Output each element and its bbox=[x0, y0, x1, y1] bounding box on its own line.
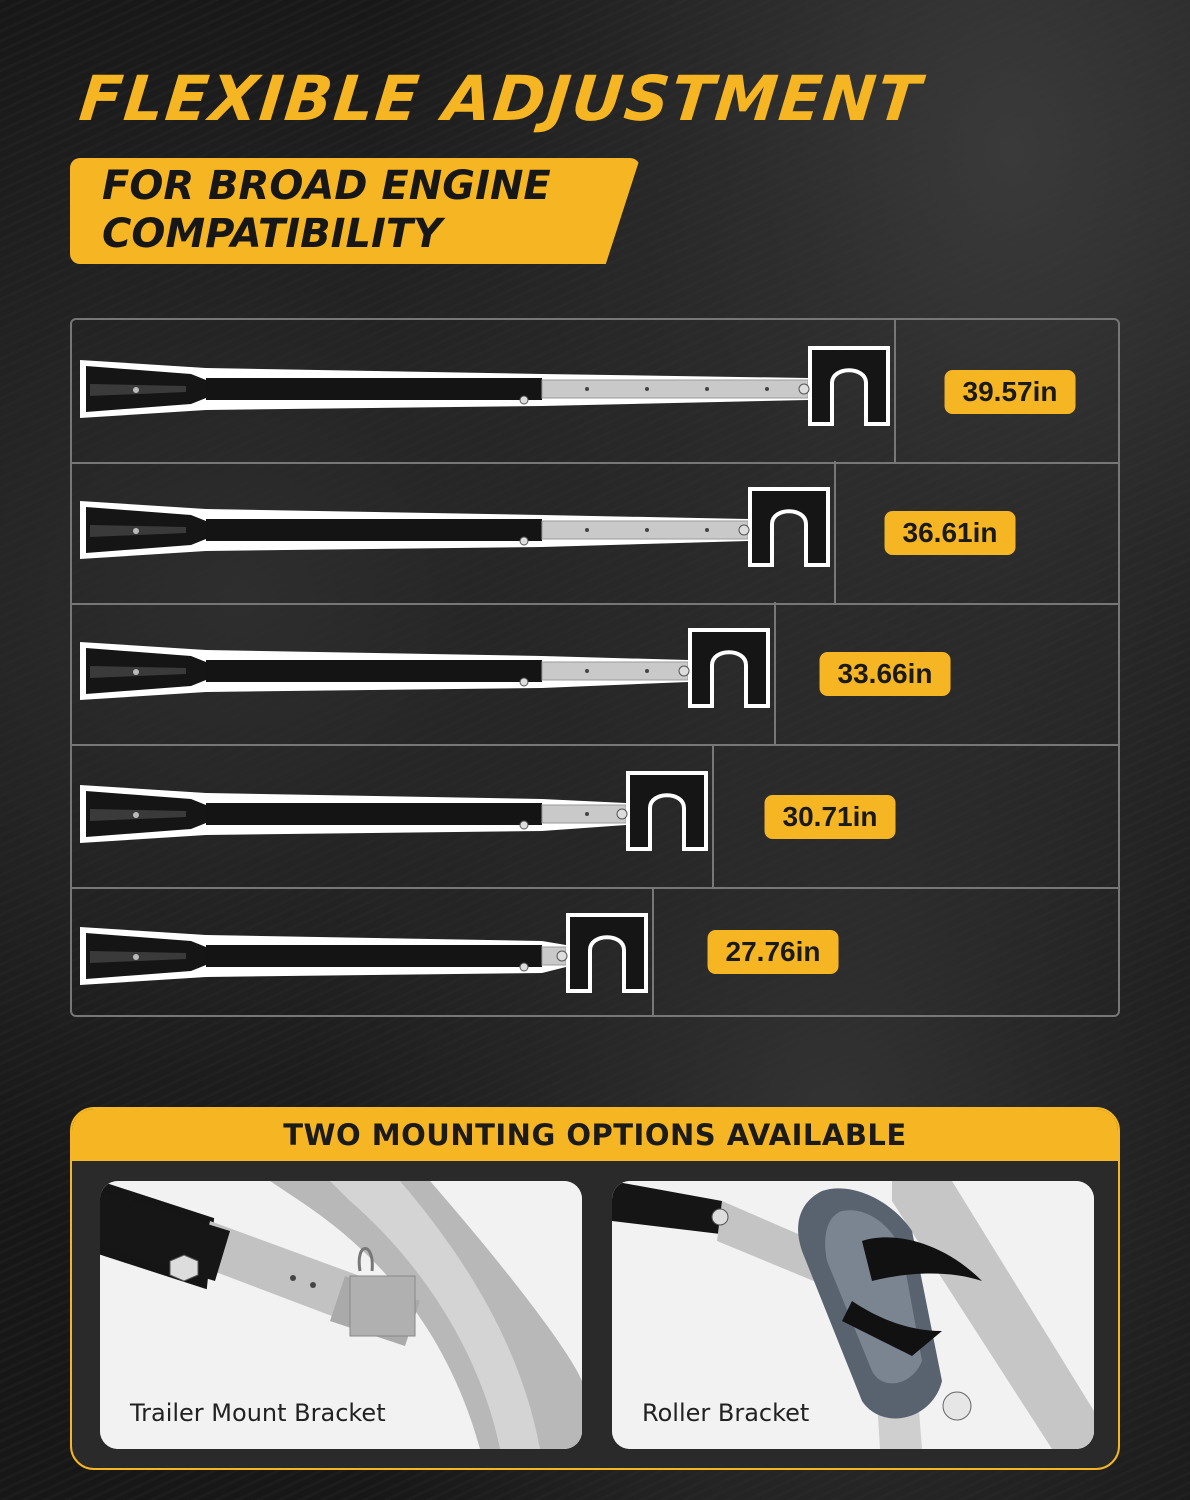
length-row bbox=[72, 602, 1118, 745]
telescoping-bar-icon bbox=[76, 602, 778, 742]
length-badge: 30.71in bbox=[765, 795, 896, 839]
length-row bbox=[72, 461, 1118, 604]
length-badge: 27.76in bbox=[708, 930, 839, 974]
telescoping-bar-icon bbox=[76, 745, 716, 885]
option-caption: Trailer Mount Bracket bbox=[126, 1397, 390, 1429]
length-badge: 39.57in bbox=[945, 370, 1076, 414]
mounting-options-title: TWO MOUNTING OPTIONS AVAILABLE bbox=[72, 1109, 1118, 1161]
telescoping-bar-icon bbox=[76, 461, 838, 601]
telescoping-bar-icon bbox=[76, 320, 898, 460]
length-row bbox=[72, 887, 1118, 1017]
length-comparison-table bbox=[70, 318, 1120, 1017]
length-row bbox=[72, 745, 1118, 888]
telescoping-bar-icon bbox=[76, 887, 656, 1027]
option-caption: Roller Bracket bbox=[638, 1397, 813, 1429]
subheadline: FOR BROAD ENGINE COMPATIBILITY bbox=[102, 163, 551, 257]
length-badge: 36.61in bbox=[885, 511, 1016, 555]
mounting-options-panel bbox=[70, 1107, 1120, 1470]
roller-bracket-option bbox=[612, 1181, 1094, 1449]
length-badge: 33.66in bbox=[820, 652, 951, 696]
length-row bbox=[72, 320, 1118, 463]
headline: FLEXIBLE ADJUSTMENT bbox=[76, 62, 926, 135]
trailer-mount-option bbox=[100, 1181, 582, 1449]
